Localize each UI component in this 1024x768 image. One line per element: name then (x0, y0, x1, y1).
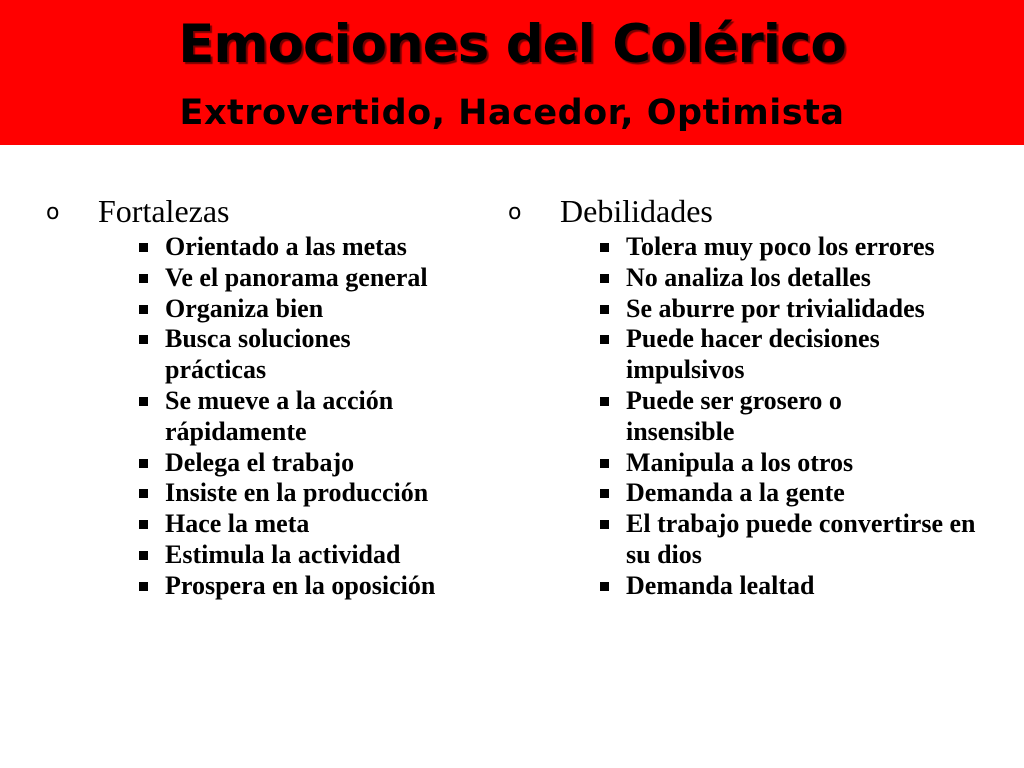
list-item (626, 448, 1010, 479)
title-banner (0, 0, 1024, 145)
strengths-heading-label: Fortalezas (98, 193, 230, 229)
list-item (165, 540, 488, 571)
strengths-heading (38, 190, 488, 232)
weaknesses-list (500, 232, 1010, 602)
list-item-text: Demanda a la gente (626, 478, 845, 508)
square-bullet-icon (139, 582, 148, 591)
list-item-text: Se mueve a la acción rápidamente (165, 385, 394, 446)
square-bullet-icon (139, 520, 148, 529)
list-item-text: Delega el trabajo (165, 447, 355, 477)
square-bullet-icon (600, 582, 609, 591)
list-item (626, 509, 996, 571)
list-item (626, 324, 946, 386)
list-item-text: Estimula la actividad (165, 539, 401, 569)
square-bullet-icon (139, 459, 148, 468)
list-item-text: Organiza bien (165, 293, 324, 323)
strengths-column (38, 190, 488, 602)
list-item (626, 571, 1010, 602)
list-item (626, 478, 1010, 509)
square-bullet-icon (600, 459, 609, 468)
list-item (165, 509, 488, 540)
square-bullet-icon (600, 243, 609, 252)
strengths-list (38, 232, 488, 602)
list-item-text: Busca soluciones prácticas (165, 324, 351, 385)
list-item-text: Manipula a los otros (626, 447, 854, 477)
list-item-text: Puede hacer decisiones impulsivos (626, 324, 880, 385)
weaknesses-column (500, 190, 1010, 602)
list-item (165, 448, 488, 479)
list-item (165, 386, 445, 448)
square-bullet-icon (600, 305, 609, 314)
square-bullet-icon (139, 397, 148, 406)
square-bullet-icon (139, 335, 148, 344)
list-item-text: Se aburre por trivialidades (626, 293, 925, 323)
list-item (165, 263, 488, 294)
list-item (626, 294, 1010, 325)
weaknesses-heading (500, 190, 1010, 232)
list-item (165, 232, 488, 263)
list-item-text: Puede ser grosero o insensible (626, 385, 842, 446)
square-bullet-icon (139, 551, 148, 560)
list-item-text: Orientado a las metas (165, 232, 407, 261)
list-item (165, 324, 405, 386)
list-item (626, 263, 1010, 294)
square-bullet-icon (139, 305, 148, 314)
square-bullet-icon (600, 489, 609, 498)
hollow-circle-icon: o (46, 200, 60, 225)
square-bullet-icon (600, 274, 609, 283)
square-bullet-icon (600, 397, 609, 406)
list-item-text: No analiza los detalles (626, 262, 871, 292)
square-bullet-icon (600, 520, 609, 529)
list-item (626, 386, 896, 448)
list-item (165, 478, 488, 509)
weaknesses-heading-label: Debilidades (560, 193, 713, 229)
list-item (626, 232, 1010, 263)
square-bullet-icon (139, 274, 148, 283)
square-bullet-icon (139, 489, 148, 498)
hollow-circle-icon: o (508, 200, 522, 225)
square-bullet-icon (139, 243, 148, 252)
list-item-text: Demanda lealtad (626, 570, 815, 600)
list-item-text: Ve el panorama general (165, 262, 428, 292)
slide-subtitle: Extrovertido, Hacedor, Optimista (179, 93, 845, 133)
list-item-text: Prospera en la oposición (165, 570, 436, 600)
list-item-text: El trabajo puede convertirse en su dios (626, 509, 976, 569)
list-item-text: Tolera muy poco los errores (626, 232, 935, 261)
list-item-text: Insiste en la producción (165, 478, 429, 508)
list-item (165, 571, 488, 602)
square-bullet-icon (600, 335, 609, 344)
list-item (165, 294, 488, 325)
list-item-text: Hace la meta (165, 509, 310, 539)
slide-title: Emociones del Colérico (178, 14, 846, 75)
